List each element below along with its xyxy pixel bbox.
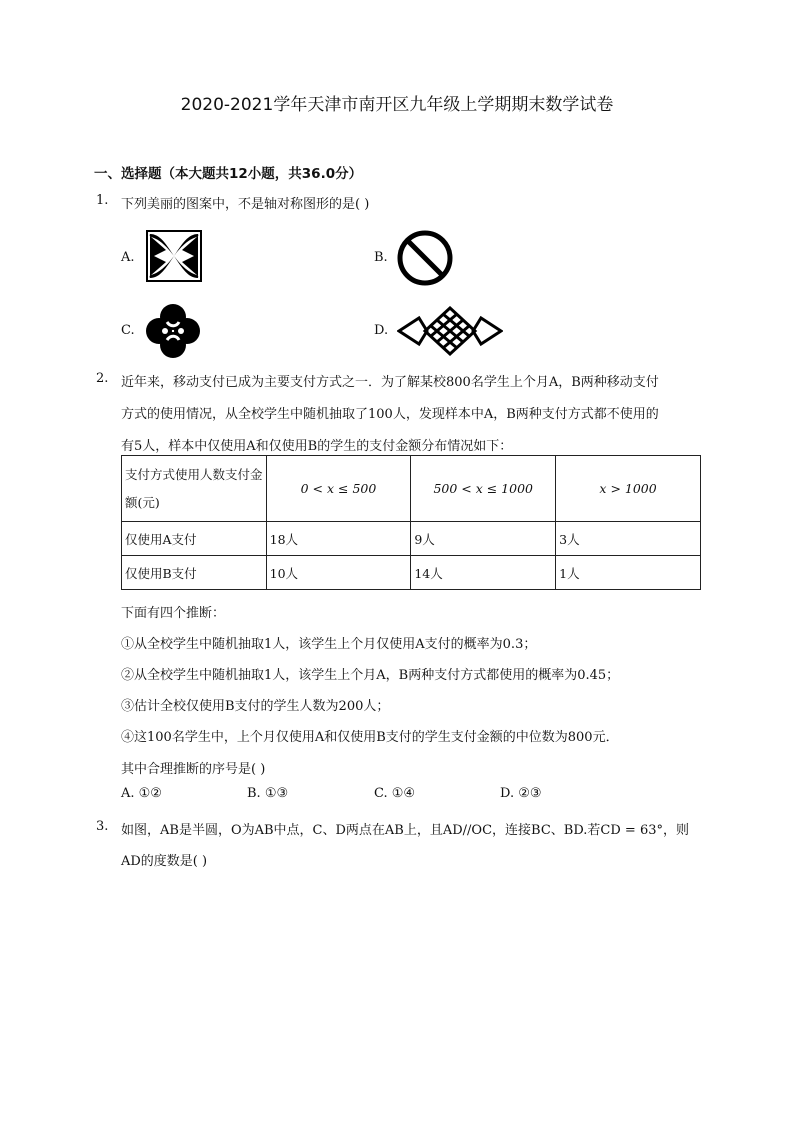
question-2-line-1: 近年来，移动支付已成为主要支付方式之一．为了解某校800名学生上个月A，B两种移动支付 <box>121 375 659 390</box>
question-2-line-3: 有5人，样本中仅使用A和仅使用B的学生的支付金额分布情况如下： <box>121 439 513 454</box>
question-1-stem: 下列美丽的图案中，不是轴对称图形的是( ) <box>121 197 370 212</box>
chinese-knot-icon <box>397 306 503 356</box>
table-row-label: 仅使用B支付 <box>122 556 267 590</box>
inference-2: ②从全校学生中随机抽取1人，该学生上个月A，B两种支付方式都使用的概率为0.45； <box>121 668 620 683</box>
four-circle-knot-icon <box>143 302 203 360</box>
q1-option-a-label: A. <box>121 250 135 265</box>
q1-option-b-label: B. <box>374 250 388 265</box>
table-header-col-1: 0 < x ≤ 500 <box>266 456 411 522</box>
table-header-col-3: x > 1000 <box>556 456 701 522</box>
q2-choice-c[interactable]: C. ①④ <box>374 786 416 801</box>
table-cell: 9人 <box>411 522 556 556</box>
four-petal-square-icon <box>146 230 202 282</box>
table-cell: 10人 <box>266 556 411 590</box>
question-3-number: 3. <box>96 819 109 834</box>
q2-choice-a[interactable]: A. ①② <box>121 786 162 801</box>
q1-option-d-label: D. <box>374 323 389 338</box>
inference-1: ①从全校学生中随机抽取1人，该学生上个月仅使用A支付的概率为0.3； <box>121 637 537 652</box>
q2-choice-d[interactable]: D. ②③ <box>500 786 542 801</box>
table-cell: 3人 <box>556 522 701 556</box>
question-1-number: 1. <box>96 193 109 208</box>
question-3-line-2: AD的度数是( ) <box>121 854 208 869</box>
q1-option-c-label: C. <box>121 323 135 338</box>
prohibition-sign-icon <box>396 229 454 287</box>
question-2-number: 2. <box>96 371 109 386</box>
table-row <box>122 522 701 556</box>
table-header-first: 支付方式使用人数支付金额(元) <box>122 456 267 522</box>
table-row <box>122 556 701 590</box>
table-cell: 14人 <box>411 556 556 590</box>
question-2-line-2: 方式的使用情况，从全校学生中随机抽取了100人，发现样本中A，B两种支付方式都不使用的 <box>121 407 659 422</box>
table-cell: 1人 <box>556 556 701 590</box>
table-row-label: 仅使用A支付 <box>122 522 267 556</box>
payment-table <box>121 455 701 590</box>
section-heading: 一、选择题（本大题共12小题，共36.0分） <box>94 166 363 182</box>
question-2-prompt: 其中合理推断的序号是( ) <box>121 762 266 777</box>
table-header-col-2: 500 < x ≤ 1000 <box>411 456 556 522</box>
table-cell: 18人 <box>266 522 411 556</box>
inference-4: ④这100名学生中，上个月仅使用A和仅使用B支付的学生支付金额的中位数为800元． <box>121 730 619 745</box>
q2-choice-b[interactable]: B. ①③ <box>247 786 289 801</box>
question-3-line-1: 如图，AB是半圆，O为AB中点，C、D两点在AB上，且AD//OC，连接BC、BD.若CD = 63°，则 <box>121 823 689 838</box>
page-title: 2020-2021学年天津市南开区九年级上学期期末数学试卷 <box>180 95 614 115</box>
inference-intro: 下面有四个推断： <box>121 606 226 621</box>
inference-3: ③估计全校仅使用B支付的学生人数为200人； <box>121 699 390 714</box>
